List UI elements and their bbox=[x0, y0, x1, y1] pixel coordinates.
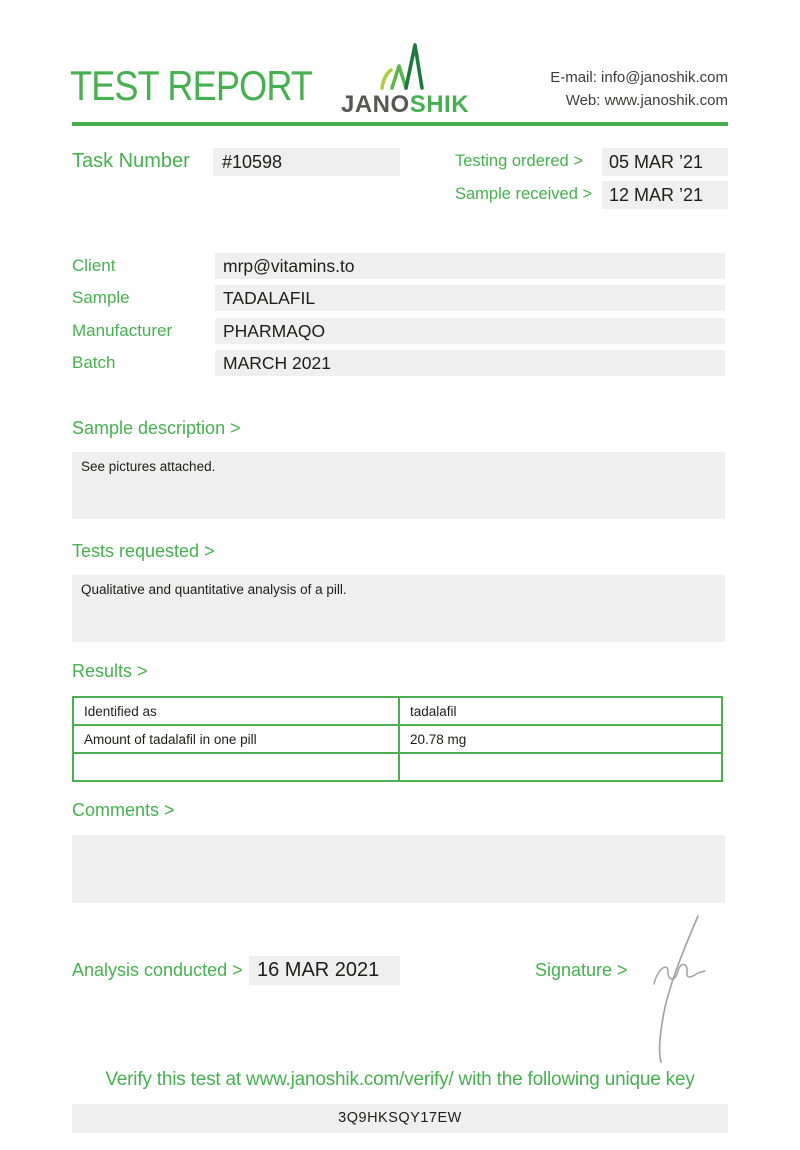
results-row bbox=[73, 753, 722, 781]
sample-description-box: See pictures attached. bbox=[72, 452, 725, 519]
comments-box bbox=[72, 835, 725, 903]
header-divider bbox=[72, 122, 728, 126]
result-value-cell: tadalafil bbox=[399, 697, 722, 725]
result-value-cell: 20.78 mg bbox=[399, 725, 722, 753]
sample-received-label: Sample received > bbox=[455, 185, 593, 203]
manufacturer-label: Manufacturer bbox=[72, 321, 173, 340]
tests-requested-box: Qualitative and quantitative analysis of a pill. bbox=[72, 575, 725, 642]
client-value: mrp@vitamins.to bbox=[215, 253, 725, 279]
sample-value: TADALAFIL bbox=[215, 285, 725, 311]
report-title: TEST REPORT bbox=[70, 62, 313, 109]
batch-label: Batch bbox=[72, 353, 116, 372]
result-name-cell: Amount of tadalafil in one pill bbox=[73, 725, 399, 753]
janoshik-logo bbox=[341, 40, 470, 119]
results-table bbox=[72, 696, 723, 782]
sample-label: Sample bbox=[72, 288, 130, 307]
task-number-value: #10598 bbox=[213, 148, 400, 176]
web-label: Web: bbox=[565, 92, 601, 109]
email-row bbox=[550, 66, 728, 89]
logo-wordmark bbox=[341, 91, 470, 119]
chart-growth-icon bbox=[375, 40, 431, 90]
analysis-conducted-value: 16 MAR 2021 bbox=[249, 956, 400, 985]
testing-ordered-value: 05 MAR ’21 bbox=[602, 148, 728, 176]
result-name-cell bbox=[73, 753, 399, 781]
manufacturer-value: PHARMAQO bbox=[215, 318, 725, 344]
result-name-cell: Identified as bbox=[73, 697, 399, 725]
client-label: Client bbox=[72, 256, 116, 275]
web-row bbox=[550, 89, 728, 112]
contact-block bbox=[550, 66, 728, 112]
task-number-label: Task Number bbox=[72, 150, 190, 172]
email-value: info@janoshik.com bbox=[601, 69, 728, 86]
signature-image bbox=[638, 910, 716, 1073]
results-heading: Results > bbox=[72, 661, 148, 681]
tests-requested-heading: Tests requested > bbox=[72, 541, 215, 561]
testing-ordered-label: Testing ordered > bbox=[455, 152, 583, 170]
results-row bbox=[73, 725, 722, 753]
analysis-conducted-label: Analysis conducted > bbox=[72, 960, 243, 980]
logo-text-dark: JANO bbox=[341, 91, 410, 118]
sample-description-heading: Sample description > bbox=[72, 418, 241, 438]
signature-label: Signature > bbox=[535, 960, 628, 980]
comments-heading: Comments > bbox=[72, 800, 175, 820]
web-value: www.janoshik.com bbox=[604, 92, 728, 109]
result-value-cell bbox=[399, 753, 722, 781]
email-label: E-mail: bbox=[550, 69, 597, 86]
results-row bbox=[73, 697, 722, 725]
sample-received-value: 12 MAR ’21 bbox=[602, 181, 728, 209]
verify-instruction: Verify this test at www.janoshik.com/verify/ with the following unique key bbox=[105, 1069, 695, 1090]
batch-value: MARCH 2021 bbox=[215, 350, 725, 376]
logo-text-green: SHIK bbox=[409, 91, 470, 118]
unique-key-value: 3Q9HKSQY17EW bbox=[72, 1104, 728, 1133]
